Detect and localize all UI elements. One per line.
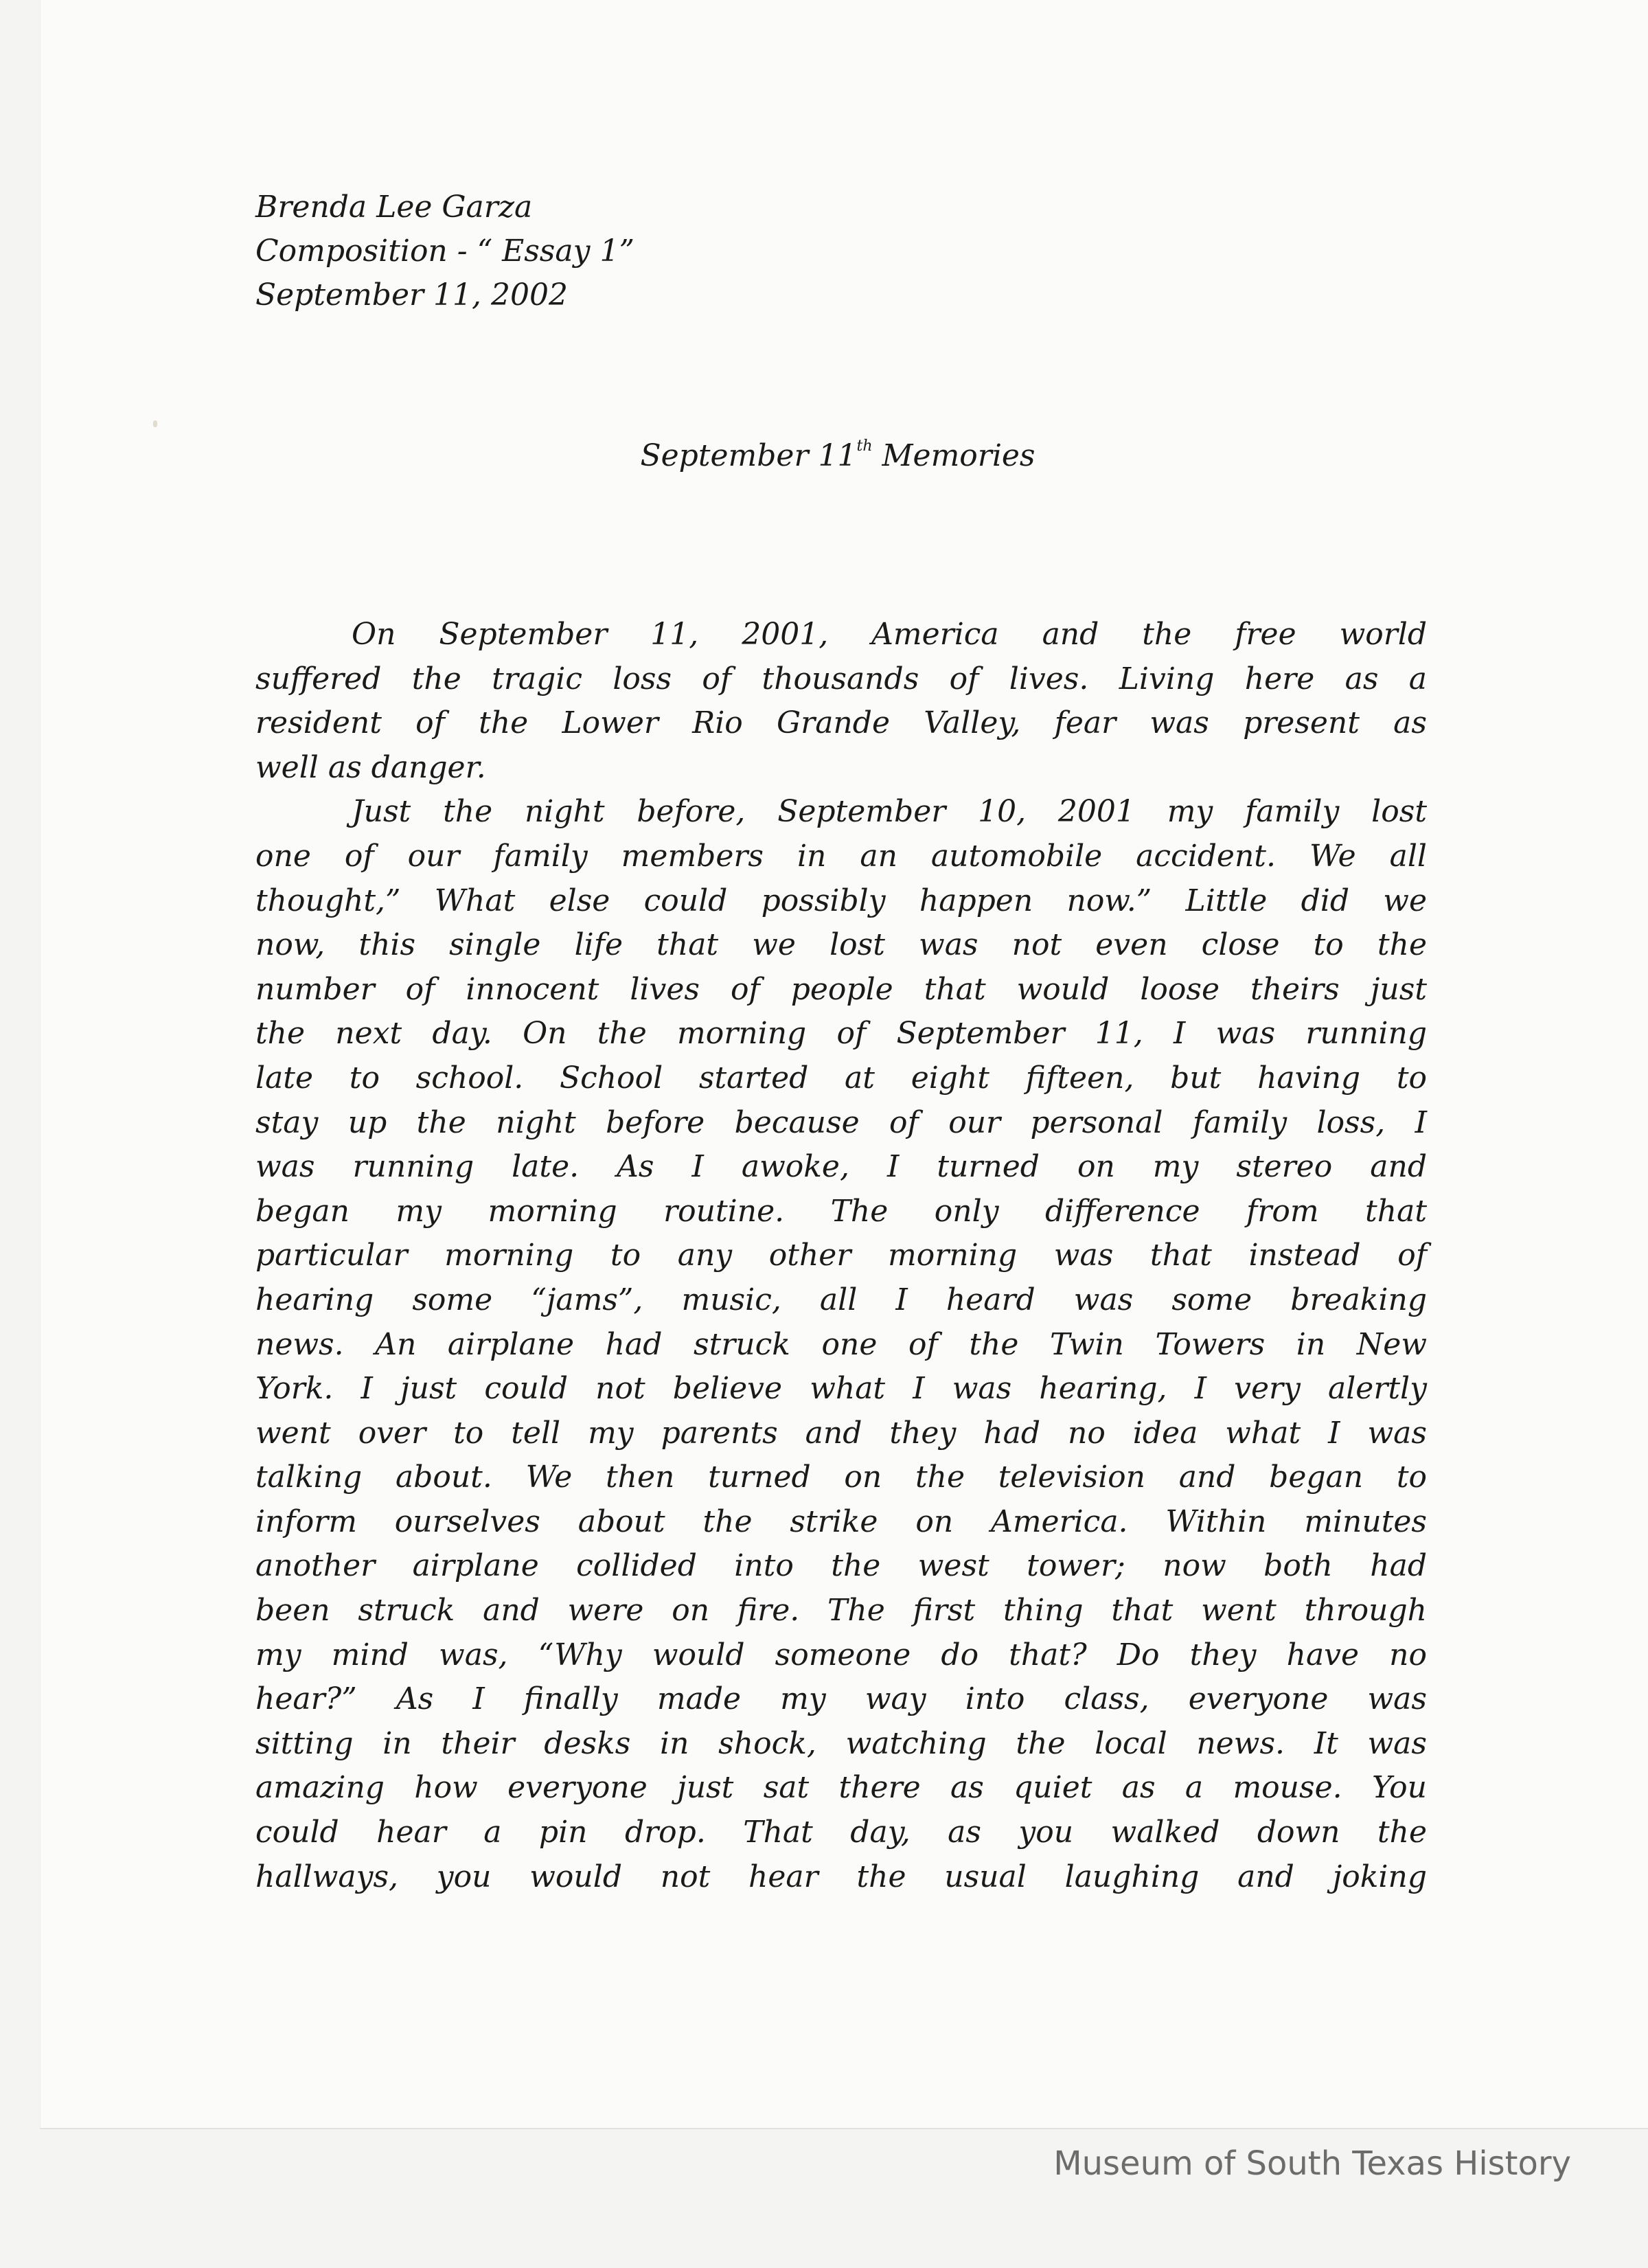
body-line: amazing how everyone just sat there as quiet as a mouse. You [255,1770,1427,1806]
body-line: began my morning routine. The only difference from that [255,1193,1427,1229]
body-line: been struck and were on fire. The first thing that went through [255,1593,1427,1629]
body-line: stay up the night before because of our personal family loss, I [255,1104,1427,1140]
body-line: my mind was, “Why would someone do that? Do they have no [255,1637,1427,1672]
body-line: could hear a pin drop. That day, as you walked down the [255,1815,1427,1850]
body-line: another airplane collided into the west tower; now both had [255,1548,1427,1584]
essay-header [255,185,634,317]
body-line: sitting in their desks in shock, watching the local news. It was [255,1725,1427,1761]
course-name: Composition - “ Essay 1” [255,234,634,269]
body-line: suffered the tragic loss of thousands of lives. Living here as a [255,661,1427,696]
body-line: talking about. We then turned on the television and began to [255,1460,1427,1495]
body-line: late to school. School started at eight fifteen, but having to [255,1060,1427,1096]
essay-date: September 11, 2002 [255,277,568,313]
body-line: went over to tell my parents and they had no idea what I was [255,1415,1427,1451]
body-line: news. An airplane had struck one of the Twin Towers in New [255,1326,1427,1362]
body-line: was running late. As I awoke, I turned on my stereo and [255,1149,1427,1185]
body-line: On September 11, 2001, America and the free world [352,617,1427,652]
body-line: resident of the Lower Rio Grande Valley, fear was present as [255,705,1427,741]
essay-body [255,613,1427,1899]
body-line: well as danger. [255,749,486,785]
title-rest: Memories [872,438,1035,473]
body-line: one of our family members in an automobile accident. We all [255,838,1427,874]
body-line: York. I just could not believe what I was hearing, I very alertly [255,1371,1427,1407]
body-line: hear?” As I finally made my way into class, everyone was [255,1681,1427,1717]
title-main: September 11 [640,438,857,473]
body-line: now, this single life that we lost was not even close to the [255,927,1427,963]
body-line: hallways, you would not hear the usual laughing and joking [255,1859,1427,1894]
title-superscript: th [856,438,873,455]
body-line: Just the night before, September 10, 2001 my family lost [352,794,1427,830]
body-line: the next day. On the morning of September 11, I was running [255,1016,1427,1052]
museum-watermark: Museum of South Texas History [1053,2144,1571,2183]
body-line: thought,” What else could possibly happen now.” Little did we [255,883,1427,918]
body-line: particular morning to any other morning was that instead of [255,1238,1427,1273]
body-line: inform ourselves about the strike on America. Within minutes [255,1504,1427,1539]
body-line: hearing some “jams”, music, all I heard was some breaking [255,1282,1427,1317]
body-line: number of innocent lives of people that would loose theirs just [255,971,1427,1007]
paper-speck [153,420,157,427]
author-name: Brenda Lee Garza [255,190,533,225]
essay-title [0,434,1648,478]
